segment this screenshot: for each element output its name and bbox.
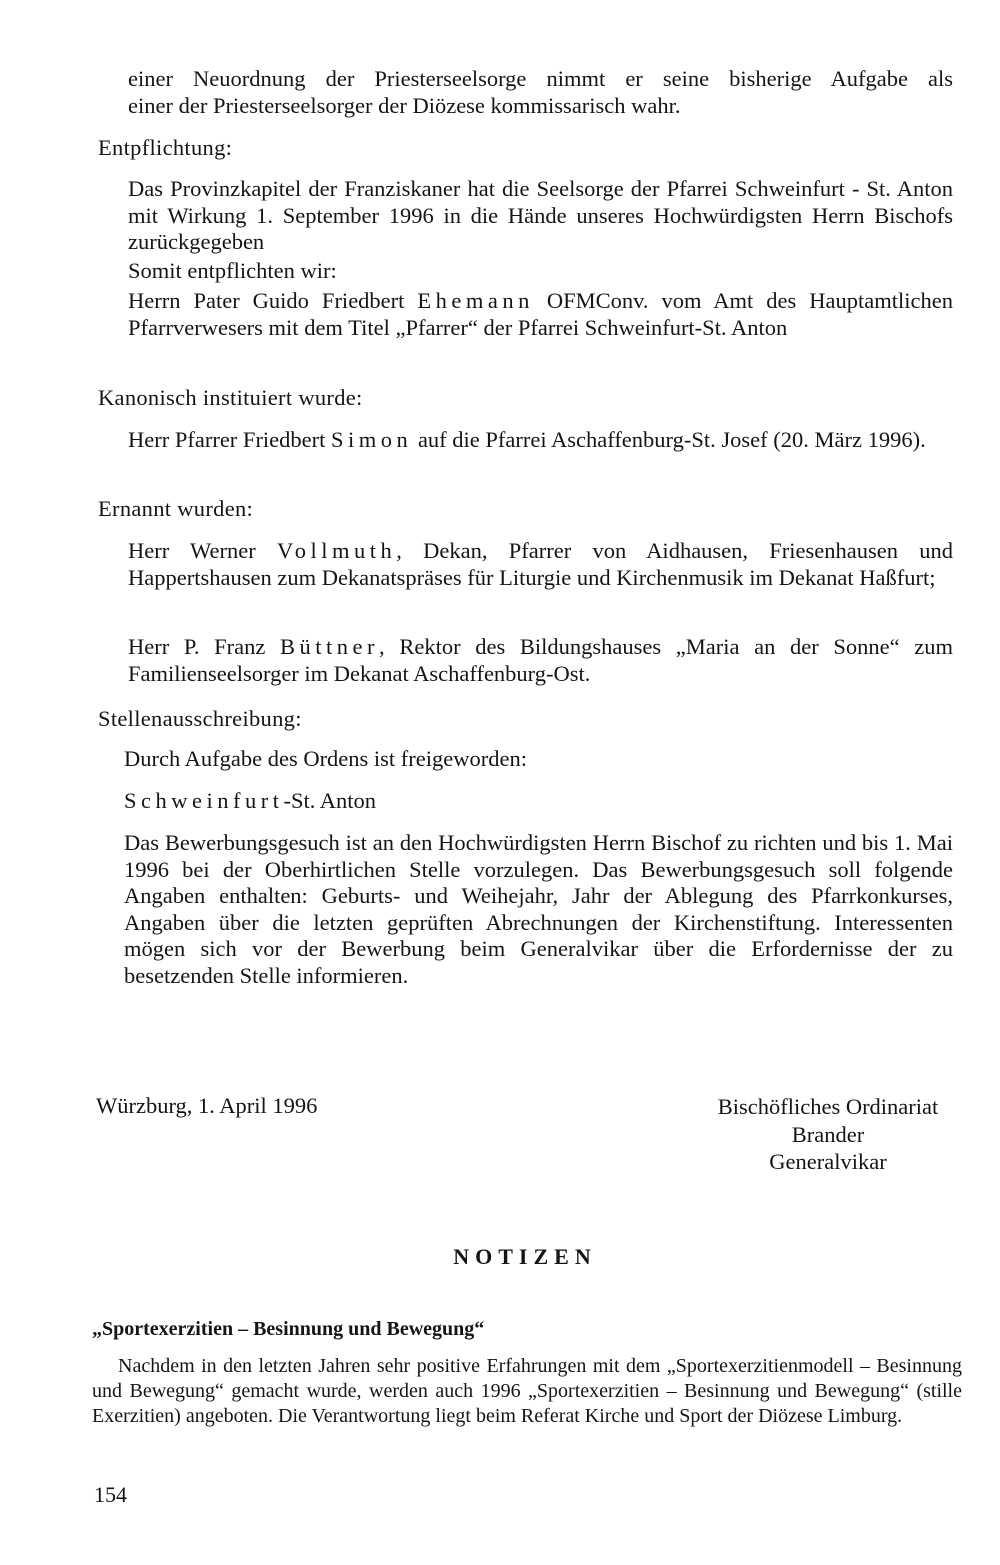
text-segment: , Rektor des Bildungshauses „Maria an der Sonne“ zum Familienseelsorger im Dekanat Aschaffenburg-Ost. — [128, 634, 953, 686]
intro-line-2: einer der Priesterseelsorger der Diözese kommissarisch wahr. — [128, 92, 681, 118]
intro-line-1: einer Neuordnung der Priesterseelsorge nimmt er seine bisherige Aufgabe als — [128, 66, 953, 91]
text-segment: , Dekan, Pfarrer von Aidhausen, Friesenhausen und Happertshausen zum Dekanatspräses für Liturgie und Kirchenmusik im Dekanat Haßfurt; — [128, 538, 953, 590]
stelle-line-1: Durch Aufgabe des Ordens ist freigeworden: — [124, 746, 528, 771]
heading-ernannt: Ernannt wurden: — [98, 496, 254, 521]
text-segment: Herr Werner — [128, 538, 277, 563]
signature-block — [680, 1093, 976, 1176]
intro-text — [128, 66, 953, 119]
signature-office: Bischöfliches Ordinariat — [717, 1094, 939, 1119]
text-segment: OFMConv. vom Amt des Hauptamtlichen Pfarrverwesers mit dem Titel „Pfarrer“ der Pfarrei Schweinfurt-St. Anton — [128, 288, 953, 340]
spaced-name: Simon — [331, 427, 413, 452]
text-segment: -St. Anton — [283, 788, 377, 813]
spaced-place: Schweinfurt — [124, 788, 284, 813]
signature-title: Generalvikar — [769, 1149, 887, 1174]
entpflichtung-para-1: Das Provinzkapitel der Franziskaner hat die Seelsorge der Pfarrei Schweinfurt - St. Anton mit Wirkung 1. September 1996 in die Hände unseres Hochwürdigsten Herrn Bischofs zurückgegeben — [128, 176, 953, 254]
ernannt-para-1 — [128, 538, 953, 591]
spaced-name: Ehemann — [417, 288, 534, 313]
stelle-place — [124, 788, 949, 815]
ernannt-para-2 — [128, 634, 953, 687]
kanonisch-para — [128, 427, 953, 454]
page-number: 154 — [94, 1482, 127, 1507]
heading-kanonisch: Kanonisch instituiert wurde: — [98, 385, 363, 410]
text-segment: Herr P. Franz — [128, 634, 281, 659]
text-segment: Herr Pfarrer Friedbert — [128, 427, 332, 452]
spaced-name: Büttner — [280, 634, 380, 659]
heading-stellenausschreibung: Stellenausschreibung: — [98, 706, 302, 731]
entpflichtung-para-2: Somit entpflichten wir: — [128, 258, 337, 283]
notizen-subheading: „Sportexerzitien – Besinnung und Bewegung“ — [92, 1318, 485, 1340]
signature-name: Brander — [791, 1121, 865, 1147]
notizen-heading: NOTIZEN — [453, 1244, 597, 1269]
heading-entpflichtung: Entpflichtung: — [98, 135, 233, 160]
spaced-name: Vollmuth — [276, 538, 397, 563]
entpflichtung-para-3 — [128, 288, 953, 341]
text-segment: auf die Pfarrei Aschaffenburg-St. Josef (20. März 1996). — [412, 427, 926, 452]
stelle-para: Das Bewerbungsgesuch ist an den Hochwürdigsten Herrn Bischof zu richten und bis 1. Mai 1996 bei der Oberhirtlichen Stelle vorzulegen. Das Bewerbungsgesuch soll folgende Angaben enthalten: Geburts- und Weihejahr, Jahr der Ablegung des Pfarrkonkurses, Angaben über die letzten geprüften Abrechnungen der Kirchenstiftung. Interessenten mögen sich vor der Bewerbung beim Generalvikar über die Erfordernisse der zu besetzenden Stelle informieren. — [124, 830, 953, 988]
place-date: Würzburg, 1. April 1996 — [96, 1093, 318, 1118]
notizen-para: Nachdem in den letzten Jahren sehr positive Erfahrungen mit dem „Sportexerzitienmodell – Besinnung und Bewegung“ gemacht wurde, werden auch 1996 „Sportexerzitien – Besinnung und Bewegung“ (stille Exerzitien) angeboten. Die Verantwortung liegt beim Referat Kirche und Sport der Diözese Limburg. — [92, 1355, 962, 1427]
text-segment: Herrn Pater Guido Friedbert — [128, 288, 418, 313]
